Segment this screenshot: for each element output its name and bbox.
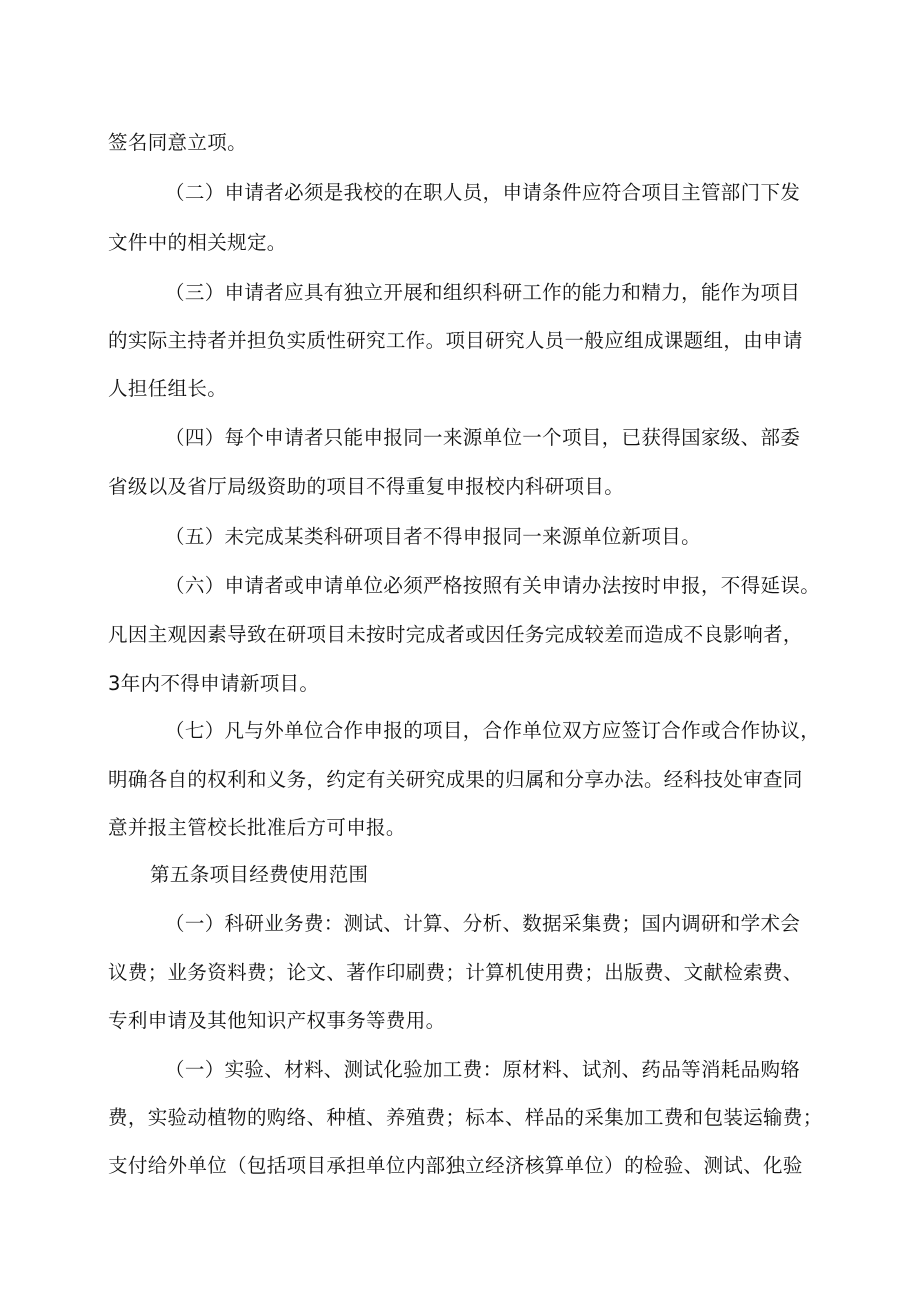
- text-line: 人担任组长。: [108, 377, 228, 400]
- text-line: （七）凡与外单位合作申报的项目，合作单位双方应签订合作或合作协议，: [165, 719, 821, 742]
- text-line: 议费；业务资料费；论文、著作印刷费；计算机使用费；出版费、文献检索费、: [108, 961, 803, 984]
- text-line: 意并报主管校长批准后方可申报。: [108, 816, 406, 839]
- text-line: （一）实验、材料、测试化验加工费：原材料、试剂、药品等消耗品购辂: [165, 1058, 801, 1081]
- section-heading: 第五条项目经费使用范围: [150, 863, 369, 886]
- text-line: 费，实验动植物的购络、种植、养殖费；标本、样品的采集加工费和包装运输费；: [108, 1106, 823, 1129]
- text-line: （二）申请者必须是我校的在职人员，申请条件应符合项目主管部门下发: [165, 181, 801, 204]
- text-line: 3年内不得申请新项目。: [108, 672, 320, 695]
- text-line: 文件中的相关规定。: [108, 231, 287, 254]
- text-line: 的实际主持者并担负实质性研究工作。项目研究人员一般应组成课题组，由申请: [108, 329, 803, 352]
- text-line: 签名同意立项。: [108, 131, 247, 154]
- text-line: （五）未完成某类科研项目者不得申报同一来源单位新项目。: [165, 525, 701, 548]
- text-line: 专利申请及其他知识产权事务等费用。: [108, 1009, 446, 1032]
- text-line: 明确各自的权利和义务，约定有关研究成果的归属和分享办法。经科技处审查同: [108, 768, 803, 791]
- text-line: （三）申请者应具有独立开展和组织科研工作的能力和精力，能作为项目: [165, 281, 801, 304]
- text-line: 省级以及省厅局级资助的项目不得重复申报校内科研项目。: [108, 475, 625, 498]
- text-line: 支付给外单位（包括项目承担单位内部独立经济核算单位）的检验、测试、化验: [108, 1154, 803, 1177]
- text-line: （六）申请者或申请单位必须严格按照有关申请办法按时申报，不得延误。: [165, 574, 821, 597]
- text-line: （一）科研业务费：测试、计算、分析、数据采集费；国内调研和学术会: [165, 912, 801, 935]
- text-line: （四）每个申请者只能申报同一来源单位一个项目，已获得国家级、部委: [165, 426, 801, 449]
- text-line: 凡因主观因素导致在研项目未按时完成者或因任务完成较差而造成不良影响者，: [108, 623, 803, 646]
